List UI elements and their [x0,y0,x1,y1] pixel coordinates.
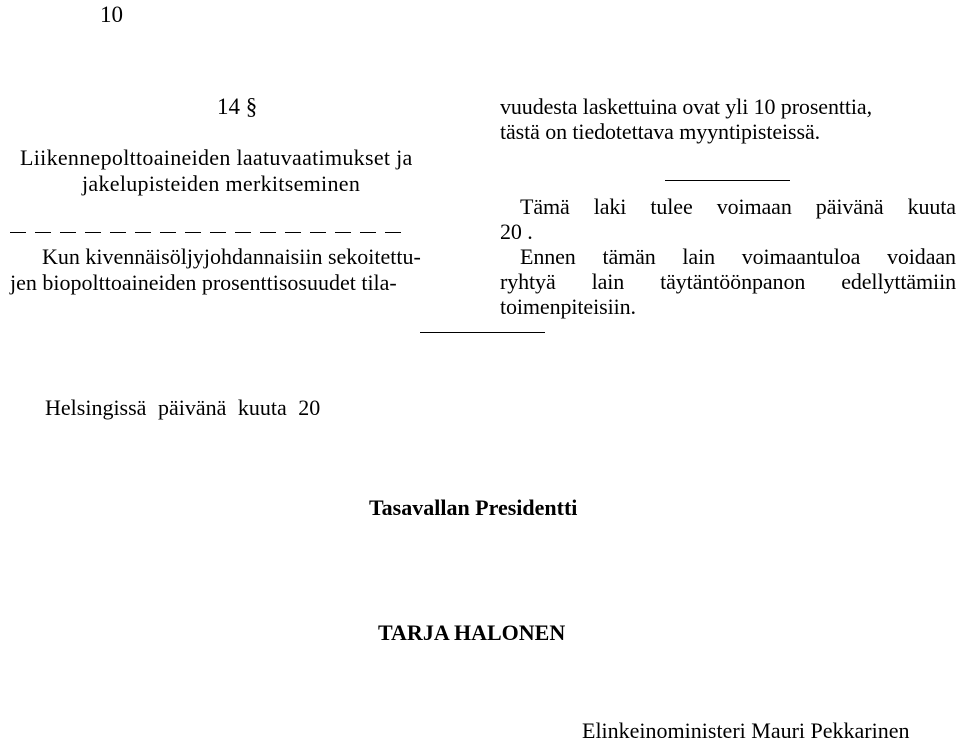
word: lain [682,244,716,269]
separator-dash [335,232,351,233]
continuation-line2: tästä on tiedotettava myyntipisteissä. [500,119,821,144]
word: Ennen [520,244,576,269]
entry-into-force-line2: 20 . [500,219,533,244]
section-heading-line1: Liikennepolttoaineiden laatuvaatimukset ja [20,145,413,170]
separator-dash [85,232,101,233]
separator-dash [185,232,201,233]
word: voimaan [716,194,792,219]
president-name: TARJA HALONEN [378,620,566,645]
separator-dash [210,232,226,233]
word: edellyttämiin [841,269,956,294]
word: päivänä [815,194,884,219]
separator-dash [35,232,51,233]
separator-dash [285,232,301,233]
separator-dash [10,232,26,233]
separator-dash [60,232,76,233]
separator-dash [260,232,276,233]
measures-line3: toimenpiteisiin. [500,294,636,319]
word: tämän [602,244,656,269]
word: lain [591,269,625,294]
section-body-line1: Kun kivennäisöljyjohdannaisiin sekoitettu- [42,244,421,269]
heading-separator-dashes [10,232,401,233]
word: tulee [650,194,693,219]
entry-into-force-line1 [520,194,956,220]
minister-signature: Elinkeinoministeri Mauri Pekkarinen [582,718,910,743]
continuation-line1: vuudesta laskettuina ovat yli 10 prosenttia, [500,94,872,119]
separator-dash [160,232,176,233]
separator-dash [360,232,376,233]
president-title: Tasavallan Presidentti [369,495,578,520]
signing-place-date: Helsingissä päivänä kuuta 20 [45,395,321,420]
separator-dash [235,232,251,233]
word: laki [593,194,627,219]
word: voimaantuloa [741,244,861,269]
section-heading-line2: jakelupisteiden merkitseminen [82,171,361,196]
measures-line1 [520,244,956,270]
measures-line2 [500,269,956,295]
word: voidaan [887,244,956,269]
word: täytäntöönpanon [660,269,806,294]
word: kuuta [907,194,956,219]
document-end-rule [420,332,545,333]
separator-dash [110,232,126,233]
word: ryhtyä [500,269,556,294]
section-body-line2: jen biopolttoaineiden prosenttisosuudet tila- [10,270,397,295]
section-end-rule [665,180,790,181]
word: Tämä [520,194,570,219]
separator-dash [135,232,151,233]
separator-dash [385,232,401,233]
section-number: 14 § [217,94,258,119]
page-number: 10 [100,2,123,27]
separator-dash [310,232,326,233]
